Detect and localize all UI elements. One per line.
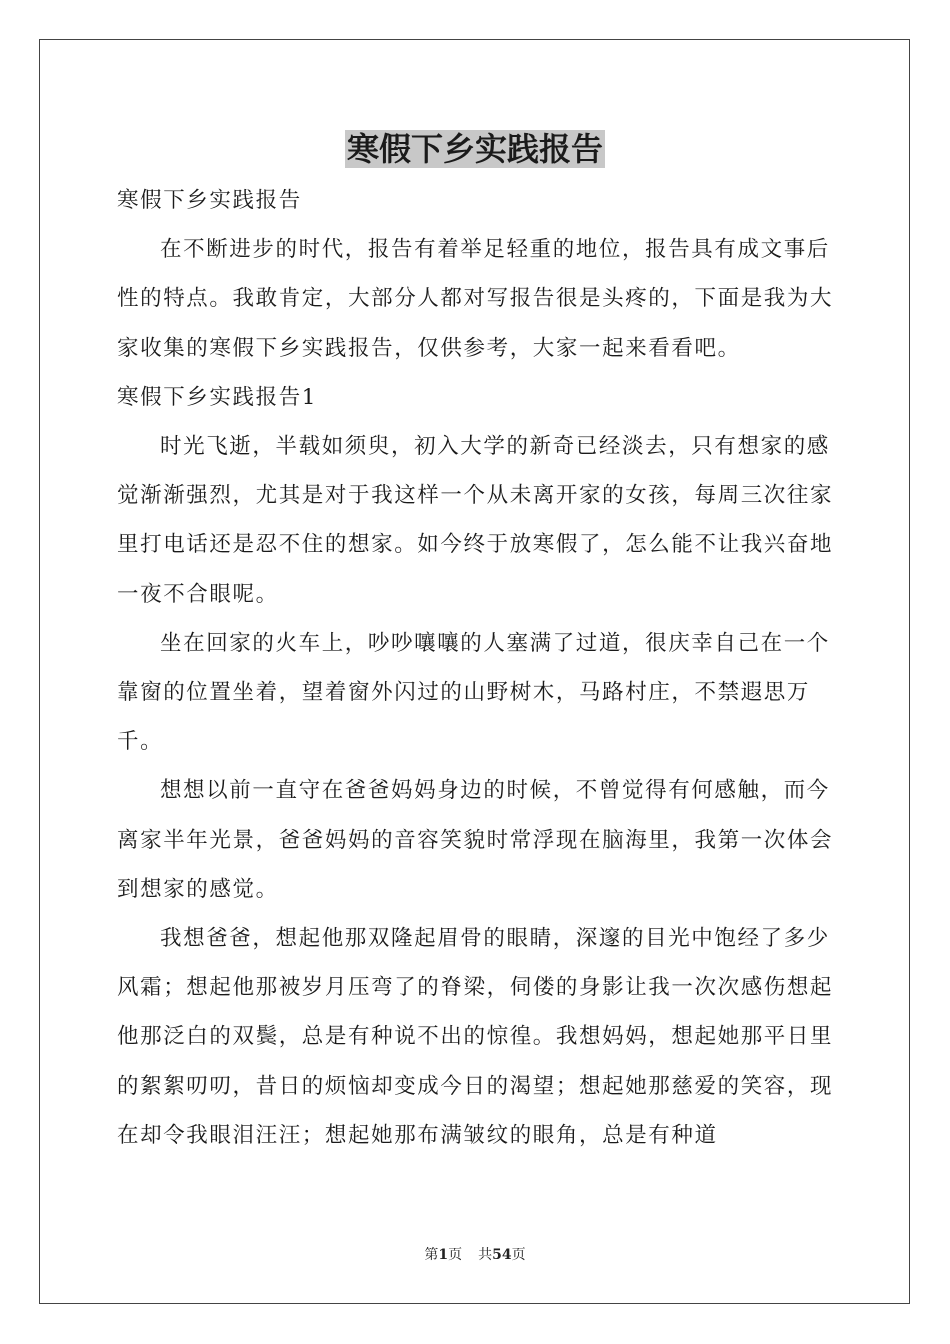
page-suffix: 页: [448, 1247, 463, 1263]
page-prefix: 第: [424, 1247, 439, 1263]
page-footer: [0, 1245, 950, 1265]
paragraph: 在不断进步的时代，报告有着举足轻重的地位，报告具有成文事后性的特点。我敢肯定，大部分人都对写报告很是头疼的，下面是我为大家收集的寒假下乡实践报告，仅供参考，大家一起来看看吧。: [117, 237, 834, 361]
document-title-text: 寒假下乡实践报告: [346, 130, 603, 168]
paragraph: 寒假下乡实践报告1: [117, 384, 318, 410]
paragraph: 寒假下乡实践报告: [117, 188, 302, 213]
total-prefix: 共: [478, 1247, 493, 1263]
paragraph: 我想爸爸，想起他那双隆起眉骨的眼睛，深邃的目光中饱经了多少风霜；想起他那被岁月压弯了的脊梁，伺偻的身影让我一次次感伤想起他那泛白的双鬓，总是有种说不出的惊徨。我想妈妈，想起她那平日里的絮絮叨叨，昔日的烦恼却变成今日的渴望；想起她那慈爱的笑容，现在却令我眼泪汪汪；想起她那布满皱纹的眼角，总是有种道: [117, 926, 834, 1148]
paragraph: 坐在回家的火车上，吵吵嚷嚷的人塞满了过道，很庆幸自己在一个靠窗的位置坐着，望着窗外闪过的山野树木，马路村庄，不禁遐思万千。: [117, 630, 830, 755]
document-body: [117, 176, 837, 1160]
paragraph: 想想以前一直守在爸爸妈妈身边的时候，不曾觉得有何感触，而今离家半年光景，爸爸妈妈的音容笑貌时常浮现在脑海里，我第一次体会到想家的感觉。: [117, 778, 834, 902]
total-pages: 54: [492, 1247, 512, 1263]
document-title: [0, 126, 950, 172]
page-number: 1: [438, 1247, 449, 1263]
total-suffix: 页: [511, 1247, 526, 1263]
paragraph: 时光飞逝，半载如须臾，初入大学的新奇已经淡去，只有想家的感觉渐渐强烈，尤其是对于我这样一个从未离开家的女孩，每周三次往家里打电话还是忍不住的想家。如今终于放寒假了，怎么能不让我兴奋地一夜不合眼呢。: [117, 434, 834, 607]
